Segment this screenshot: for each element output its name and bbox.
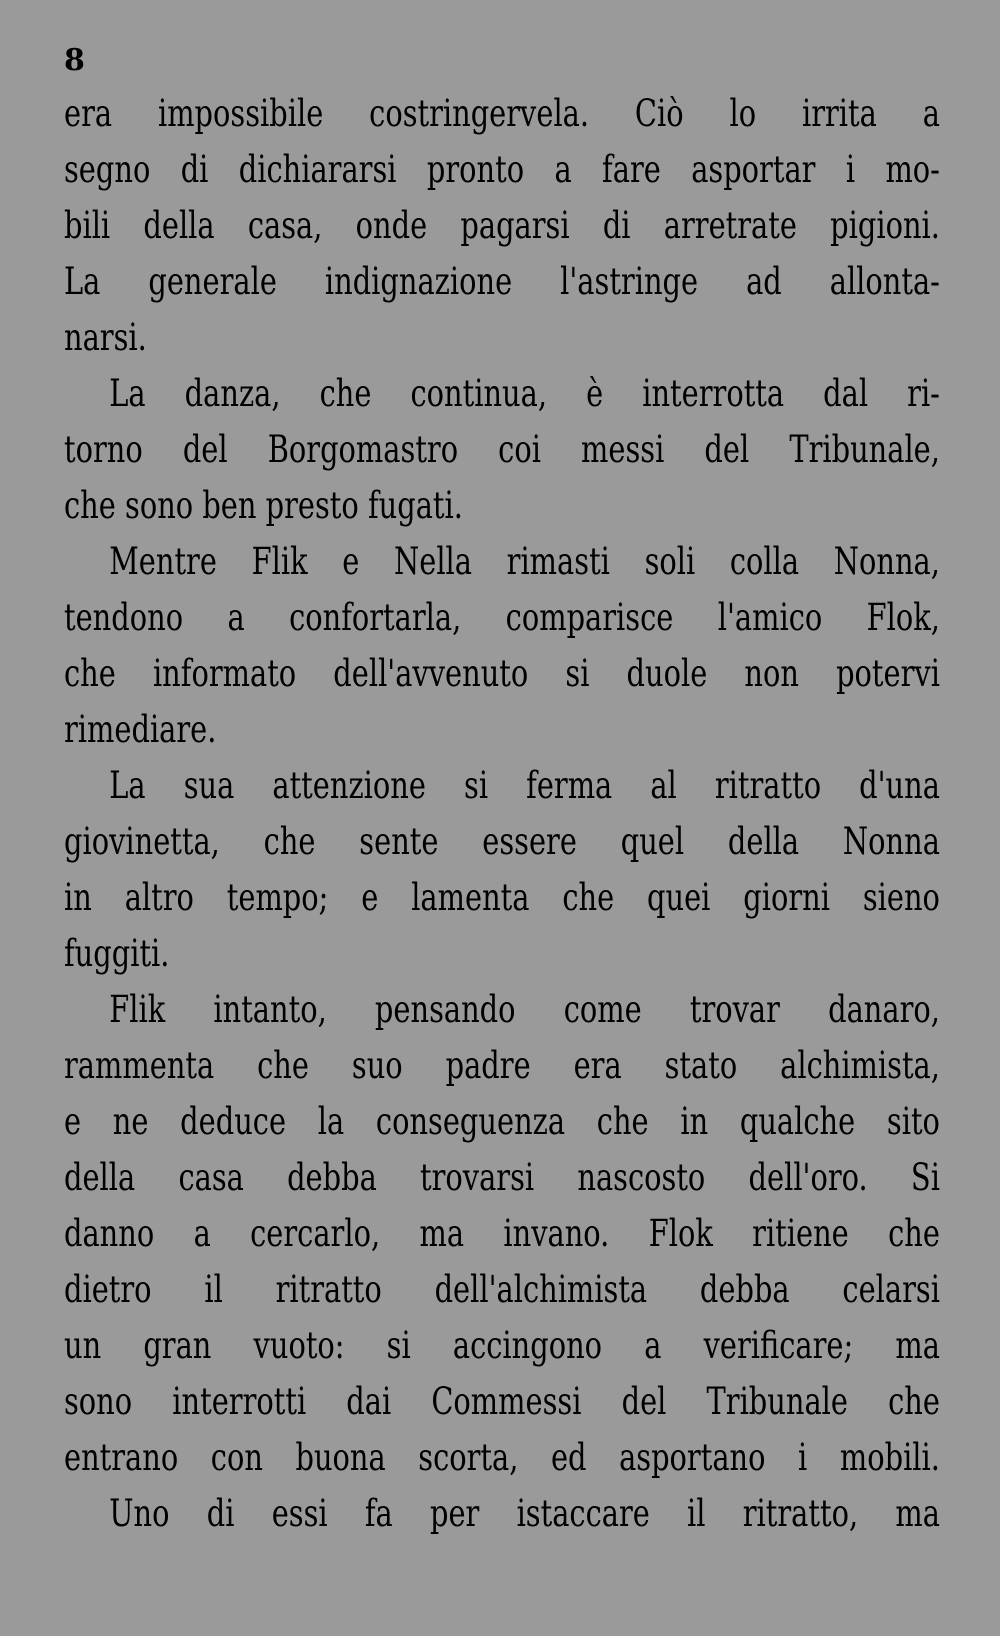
text-line: La sua attenzione si ferma al ritratto d'una (109, 764, 940, 807)
text-line: entrano con buona scorta, ed asportano i mobili. (64, 1436, 940, 1479)
text-line: bili della casa, onde pagarsi di arretrate pigioni. (64, 204, 940, 247)
text-line: torno del Borgomastro coi messi del Tribunale, (64, 428, 940, 471)
text-line: rimediare. (64, 708, 217, 751)
text-body (64, 86, 940, 1542)
text-line: Uno di essi fa per istaccare il ritratto, ma (109, 1492, 940, 1535)
text-line: rammenta che suo padre era stato alchimista, (64, 1044, 940, 1087)
text-line: giovinetta, che sente essere quel della Nonna (64, 820, 940, 863)
text-line: in altro tempo; e lamenta che quei giorni sieno (64, 876, 940, 919)
text-line: della casa debba trovarsi nascosto dell'oro. Si (64, 1156, 940, 1199)
page-number: 8 (64, 43, 85, 78)
text-line: La generale indignazione l'astringe ad allonta- (64, 260, 940, 303)
text-line: e ne deduce la conseguenza che in qualche sito (64, 1100, 940, 1143)
text-line: segno di dichiararsi pronto a fare asportar i mo- (64, 148, 940, 191)
text-line: che informato dell'avvenuto si duole non potervi (64, 652, 940, 695)
text-line: Mentre Flik e Nella rimasti soli colla Nonna, (109, 540, 940, 583)
text-line: era impossibile costringervela. Ciò lo irrita a (64, 92, 940, 135)
text-line: fuggiti. (64, 932, 170, 975)
text-line: dietro il ritratto dell'alchimista debba celarsi (64, 1268, 940, 1311)
text-line: sono interrotti dai Commessi del Tribunale che (64, 1380, 940, 1423)
text-line: narsi. (64, 316, 147, 359)
text-line: La danza, che continua, è interrotta dal ri- (109, 372, 940, 415)
text-line: danno a cercarlo, ma invano. Flok ritiene che (64, 1212, 940, 1255)
text-line: tendono a confortarla, comparisce l'amico Flok, (64, 596, 940, 639)
text-line: un gran vuoto: si accingono a verificare; ma (64, 1324, 940, 1367)
text-line: che sono ben presto fugati. (64, 484, 463, 527)
text-line: Flik intanto, pensando come trovar danaro, (109, 988, 940, 1031)
